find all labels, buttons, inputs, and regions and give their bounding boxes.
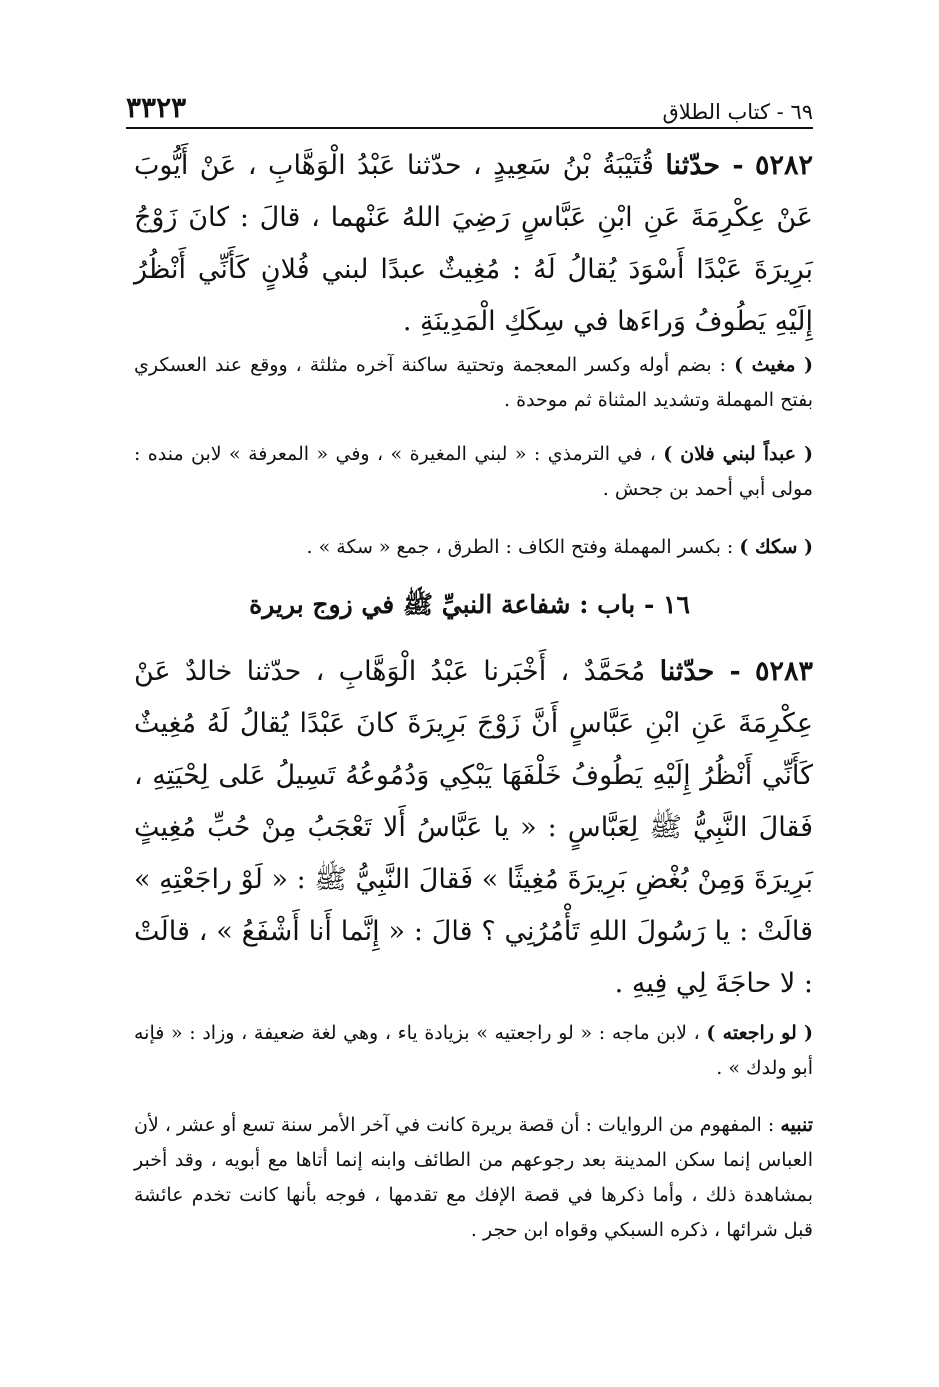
page-header: [126, 82, 813, 124]
note-term: ( سكك ): [739, 536, 813, 558]
note-term: ( لو راجعته ): [706, 1022, 813, 1044]
hadith-5282: ٥٢٨٢ - حدّثنا قُتَيْبَةُ بْنُ سَعِيدٍ ، حدّثنا عَبْدُ الْوَهَّابِ ، عَنْ أَيُّوبَ عَنْ عِكْرِمَةَ عَنِ ابْنِ عَبَّاسٍ رَضِيَ اللهُ عَنْهما ، قالَ : كانَ زَوْجُ بَرِيرَةَ عَبْدًا أَسْوَدَ يُقالُ لَهُ : مُغِيثٌ عبدًا لبني فُلانٍ كَأَنِّي أَنْظُرُ إِلَيْهِ يَطُوفُ وَراءَها في سِكَكِ الْمَدِينَةِ .: [134, 150, 813, 337]
running-chapter-title: ٦٩ - كتاب الطلاق: [662, 100, 813, 124]
note-law-rajaatihi: [134, 1016, 813, 1086]
note-text: : بضم أوله وكسر المعجمة وتحتية ساكنة آخره مثلثة ، ووقع عند العسكري بفتح المهملة وتشديد المثناة ثم موحدة .: [134, 354, 813, 411]
note-text: ، في الترمذي : « لبني المغيرة » ، وفي « المعرفة » لابن منده : مولى أبي أحمد بن جحش .: [134, 443, 813, 500]
note-mughith: [134, 348, 813, 418]
note-text: : بكسر المهملة وفتح الكاف : الطرق ، جمع « سكة » .: [306, 536, 740, 558]
tanbih-label: تنبيه: [780, 1114, 813, 1136]
tanbih-note: [134, 1108, 813, 1248]
note-term: ( عبداً لبني فلان ): [663, 443, 813, 465]
tanbih-text: : المفهوم من الروايات : أن قصة بريرة كانت في آخر الأمر سنة تسع أو عشر ، لأن العباس إنما سكن المدينة بعد رجوعهم من الطائف وابنه إنما أتاها مع أبويه ، وقد أخبر بمشاهدة ذلك ، وأما ذكرها في قصة الإفك مع تقدمها ، فوجه بأنها كانت تخدم عائشة قبل شرائها ، ذكره السبكي وقواه ابن حجر .: [134, 1114, 813, 1241]
hadith-number: ٥٢٨٢: [754, 150, 813, 181]
hadith-number: ٥٢٨٣: [754, 656, 813, 687]
chapter-heading: ١٦ - باب : شفاعة النبيِّ ﷺ في زوج بريرة: [249, 590, 690, 619]
note-text: ، لابن ماجه : « لو راجعتيه » بزيادة ياء ، وهي لغة ضعيفة ، وزاد : « فإنه أبو ولدك » .: [134, 1022, 813, 1079]
hadith-5283: ٥٢٨٣ - حدّثنا مُحَمَّدٌ ، أَخْبَرنا عَبْدُ الْوَهَّابِ ، حدّثنا خالدٌ عَنْ عِكْرِمَةَ عَنِ ابْنِ عَبَّاسٍ أَنَّ زَوْجَ بَرِيرَةَ كانَ عَبْدًا يُقالُ لَهُ مُغِيثٌ كَأَنِّي أَنْظُرُ إِلَيْهِ يَطُوفُ خَلْفَهَا يَبْكِي وَدُمُوعُهُ تَسِيلُ عَلى لِحْيَتِهِ ، فَقالَ النَّبِيُّ ﷺ لِعَبَّاسٍ : « يا عَبَّاسُ أَلا تَعْجَبُ مِنْ حُبِّ مُغِيثٍ بَرِيرَةَ وَمِنْ بُغْضِ بَرِيرَةَ مُغِيثًا » فَقالَ النَّبِيُّ ﷺ : « لَوْ راجَعْتِهِ » قالَتْ : يا رَسُولَ اللهِ تَأْمُرُنِي ؟ قالَ : « إِنَّما أَنا أَشْفَعُ » ، قالَتْ : لا حاجَةَ لِي فِيهِ .: [134, 656, 813, 999]
note-sikak: [134, 530, 813, 565]
note-abdan: [134, 437, 813, 507]
page-number: ٣٣٢٣: [126, 91, 187, 124]
note-term: ( مغيث ): [734, 354, 813, 376]
hadith-text: مُحَمَّدٌ ، أَخْبَرنا عَبْدُ الْوَهَّابِ ، حدّثنا خالدٌ عَنْ عِكْرِمَةَ عَنِ ابْنِ عَبَّاسٍ أَنَّ زَوْجَ بَرِيرَةَ كانَ عَبْدًا يُقالُ لَهُ مُغِيثٌ كَأَنِّي أَنْظُرُ إِلَيْهِ يَطُوفُ خَلْفَهَا يَبْكِي وَدُمُوعُهُ تَسِيلُ عَلى لِحْيَتِهِ ، فَقالَ النَّبِيُّ ﷺ لِعَبَّاسٍ : « يا عَبَّاسُ أَلا تَعْجَبُ مِنْ حُبِّ مُغِيثٍ بَرِيرَةَ وَمِنْ بُغْضِ بَرِيرَةَ مُغِيثًا » فَقالَ النَّبِيُّ ﷺ : « لَوْ راجَعْتِهِ » قالَتْ : يا رَسُولَ اللهِ تَأْمُرُنِي ؟ قالَ : « إِنَّما أَنا أَشْفَعُ » ، قالَتْ : لا حاجَةَ لِي فِيهِ .: [134, 656, 813, 999]
hadith-text: قُتَيْبَةُ بْنُ سَعِيدٍ ، حدّثنا عَبْدُ الْوَهَّابِ ، عَنْ أَيُّوبَ عَنْ عِكْرِمَةَ عَنِ ابْنِ عَبَّاسٍ رَضِيَ اللهُ عَنْهما ، قالَ : كانَ زَوْجُ بَرِيرَةَ عَبْدًا أَسْوَدَ يُقالُ لَهُ : مُغِيثٌ عبدًا لبني فُلانٍ كَأَنِّي أَنْظُرُ إِلَيْهِ يَطُوفُ وَراءَها في سِكَكِ الْمَدِينَةِ .: [134, 150, 813, 337]
narration-lead: حدّثنا: [659, 656, 715, 687]
header-rule: [126, 127, 813, 129]
narration-lead: حدّثنا: [665, 150, 721, 181]
